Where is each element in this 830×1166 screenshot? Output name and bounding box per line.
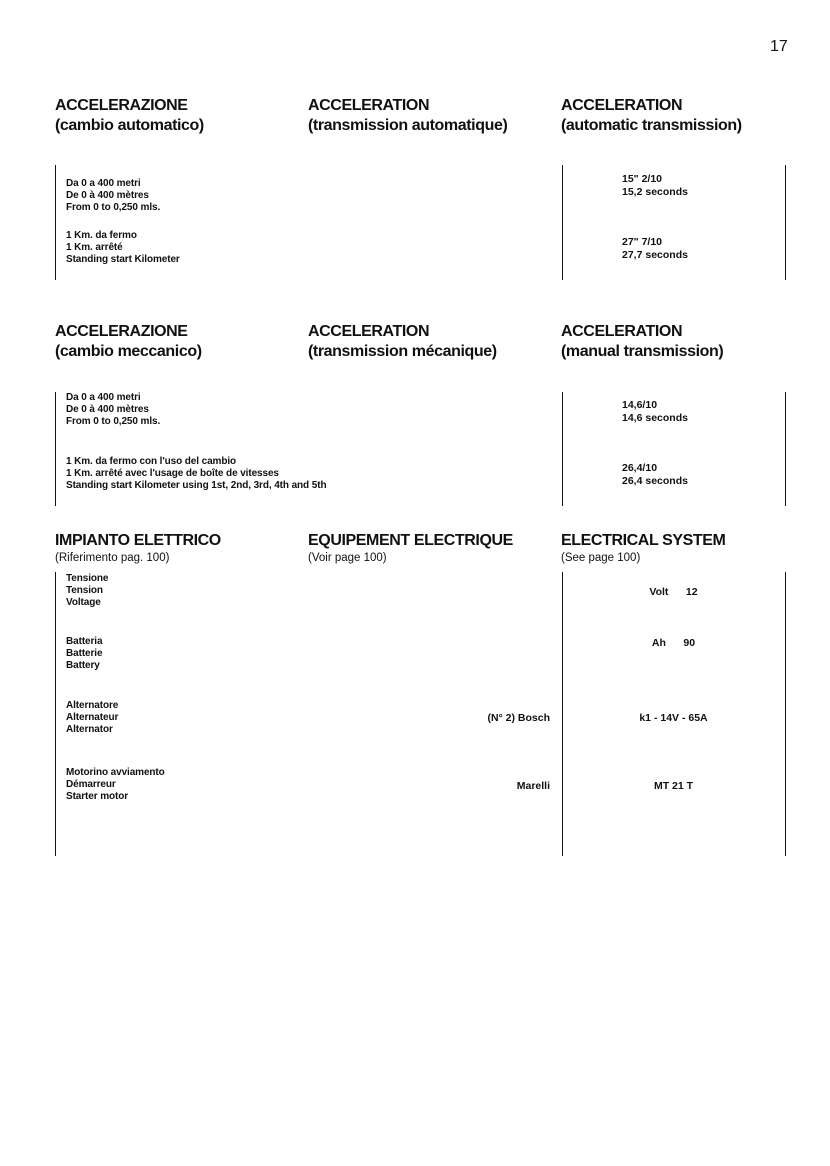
border-middle: [562, 392, 563, 506]
heading-subtitle: (cambio meccanico): [55, 343, 202, 360]
row-label-group: [66, 178, 160, 214]
label-english: Standing start Kilometer: [66, 254, 180, 265]
border-left: [55, 165, 56, 280]
row-label-group: [66, 392, 160, 428]
label-french: 1 Km. arrêté avec l'usage de boîte de vitesses: [66, 468, 279, 479]
heading-title: ACCELERAZIONE: [55, 97, 188, 114]
label-english: Alternator: [66, 724, 113, 735]
value-primary: 14,6/10: [622, 399, 658, 411]
heading-subtitle: (automatic transmission): [561, 117, 742, 134]
label-english: Starter motor: [66, 791, 129, 802]
label-italian: Da 0 a 400 metri: [66, 392, 141, 403]
row-label-group: [66, 636, 102, 672]
heading-title: IMPIANTO ELETTRICO: [55, 532, 221, 549]
heading-italian: [55, 322, 202, 362]
heading-title: ACCELERATION: [308, 323, 430, 340]
value-primary: 26,4/10: [622, 462, 658, 474]
starter-value: MT 21 T: [653, 780, 694, 792]
battery-value: Ah 90: [651, 637, 696, 649]
border-left: [55, 392, 56, 506]
label-italian: Tensione: [66, 573, 109, 584]
label-italian: 1 Km. da fermo: [66, 230, 137, 241]
row-label-group: [66, 700, 118, 736]
row-value-group: [622, 173, 688, 198]
heading-title: ACCELERAZIONE: [55, 323, 188, 340]
label-italian: Alternatore: [66, 700, 119, 711]
row-value-group: [622, 236, 688, 261]
heading-title: ACCELERATION: [561, 97, 683, 114]
label-french: Alternateur: [66, 712, 119, 723]
heading-italian: [55, 96, 204, 136]
heading-french: [308, 96, 507, 136]
border-left: [55, 572, 56, 856]
heading-subtitle: (See page 100): [561, 552, 641, 564]
row-label-group: [66, 573, 108, 609]
starter-maker: Marelli: [516, 780, 550, 792]
heading-english: [561, 96, 742, 136]
page-number: 17: [770, 38, 788, 55]
heading-subtitle: (transmission mécanique): [308, 343, 497, 360]
alternator-maker: (N° 2) Bosch: [487, 712, 550, 724]
label-english: From 0 to 0,250 mls.: [66, 416, 161, 427]
value-seconds: 15,2 seconds: [622, 185, 688, 198]
label-italian: Motorino avviamento: [66, 767, 165, 778]
row-label-group: [66, 456, 326, 492]
label-english: Voltage: [66, 597, 101, 608]
heading-italian: [55, 531, 221, 565]
voltage-value: Volt 12: [649, 586, 698, 598]
heading-subtitle: (Voir page 100): [308, 552, 387, 564]
row-label-group: [66, 230, 180, 266]
border-middle: [562, 165, 563, 280]
label-french: Batterie: [66, 648, 103, 659]
label-english: Standing start Kilometer using 1st, 2nd, 3rd, 4th and 5th: [66, 480, 327, 491]
label-english: From 0 to 0,250 mls.: [66, 202, 161, 213]
row-value-group: [622, 399, 688, 424]
heading-subtitle: (manual transmission): [561, 343, 724, 360]
label-french: Démarreur: [66, 779, 116, 790]
label-french: De 0 à 400 mètres: [66, 404, 149, 415]
heading-subtitle: (transmission automatique): [308, 117, 508, 134]
label-italian: Batteria: [66, 636, 103, 647]
row-value-group: [622, 462, 688, 487]
heading-french: [308, 531, 513, 565]
label-english: Battery: [66, 660, 100, 671]
row-label-group: [66, 767, 165, 803]
border-right: [785, 165, 786, 280]
border-right: [785, 572, 786, 856]
value-seconds: 26,4 seconds: [622, 474, 688, 487]
label-french: De 0 à 400 mètres: [66, 190, 149, 201]
border-right: [785, 392, 786, 506]
label-french: 1 Km. arrêté: [66, 242, 123, 253]
heading-english: [561, 322, 723, 362]
heading-title: ELECTRICAL SYSTEM: [561, 532, 726, 549]
value-primary: 15" 2/10: [622, 173, 663, 185]
label-italian: 1 Km. da fermo con l'uso del cambio: [66, 456, 237, 467]
heading-subtitle: (cambio automatico): [55, 117, 204, 134]
heading-subtitle: (Riferimento pag. 100): [55, 552, 170, 564]
heading-title: EQUIPEMENT ELECTRIQUE: [308, 532, 513, 549]
heading-english: [561, 531, 725, 565]
label-french: Tension: [66, 585, 103, 596]
value-primary: 27" 7/10: [622, 236, 663, 248]
heading-title: ACCELERATION: [308, 97, 430, 114]
heading-french: [308, 322, 497, 362]
heading-title: ACCELERATION: [561, 323, 683, 340]
value-seconds: 27,7 seconds: [622, 248, 688, 261]
label-italian: Da 0 a 400 metri: [66, 178, 141, 189]
value-seconds: 14,6 seconds: [622, 411, 688, 424]
alternator-value: k1 - 14V - 65A: [639, 712, 708, 724]
